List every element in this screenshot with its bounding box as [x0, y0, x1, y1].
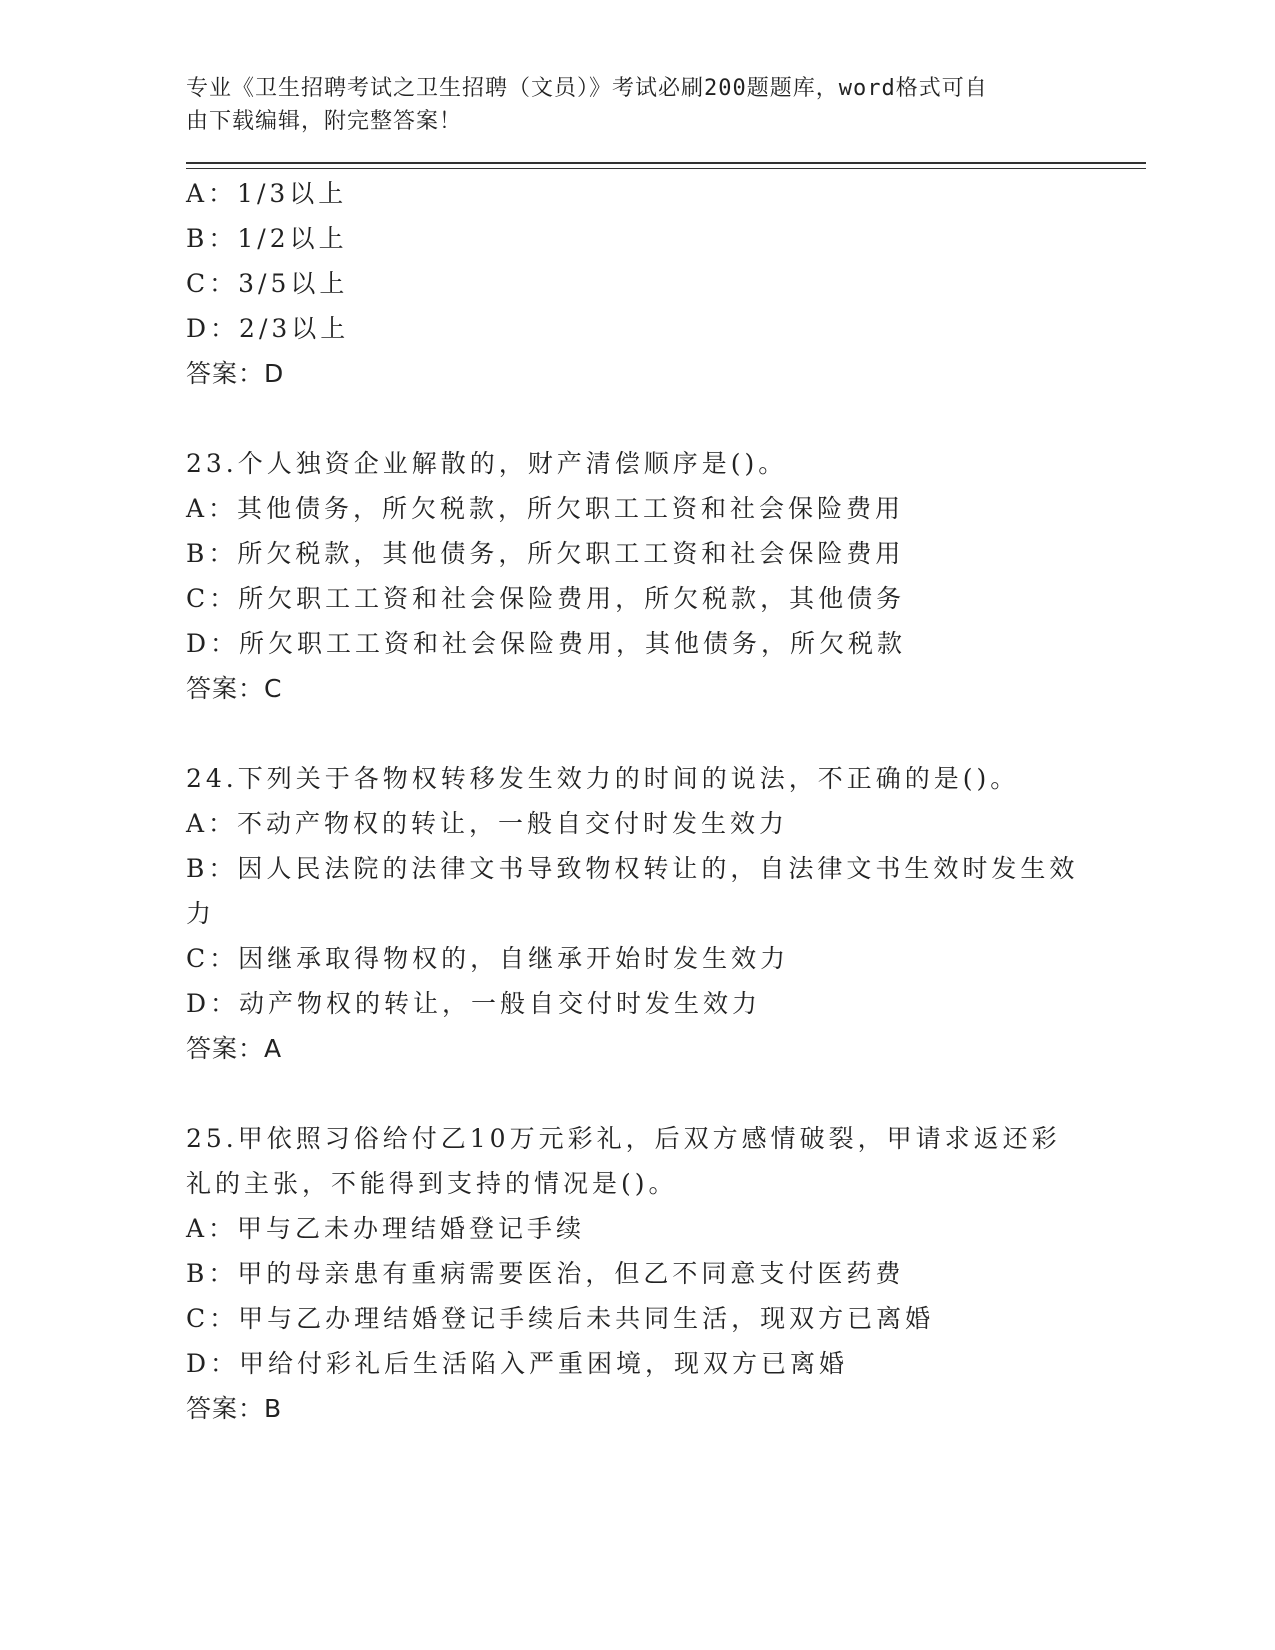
question-text: 24.下列关于各物权转移发生效力的时间的说法，不正确的是()。: [186, 764, 1020, 793]
option-b: B：所欠税款，其他债务，所欠职工工资和社会保险费用: [186, 539, 905, 568]
answer: 答案：C: [186, 674, 283, 703]
question-25: [186, 1116, 1086, 1431]
option-b: B：1/2以上: [186, 224, 348, 253]
option-c: C：因继承取得物权的，自继承开始时发生效力: [186, 944, 790, 973]
header-divider: [186, 162, 1146, 169]
option-b-continued: 力: [186, 899, 216, 928]
answer: 答案：A: [186, 1034, 283, 1063]
option-d: D：动产物权的转让，一般自交付时发生效力: [186, 989, 762, 1018]
option-d: D：所欠职工工资和社会保险费用，其他债务，所欠税款: [186, 629, 907, 658]
option-d: D：甲给付彩礼后生活陷入严重困境，现双方已离婚: [186, 1349, 849, 1378]
option-c: C：所欠职工工资和社会保险费用，所欠税款，其他债务: [186, 584, 906, 613]
option-a: A：1/3以上: [186, 179, 348, 208]
question-23: [186, 441, 1086, 711]
question-text: 23.个人独资企业解散的，财产清偿顺序是()。: [186, 449, 788, 478]
option-c: C：甲与乙办理结婚登记手续后未共同生活，现双方已离婚: [186, 1304, 935, 1333]
option-b: B：因人民法院的法律文书导致物权转让的，自法律文书生效时发生效: [186, 854, 1079, 883]
header-line-1: 专业《卫生招聘考试之卫生招聘（文员）》考试必刷200题题库，word格式可自: [186, 76, 988, 101]
question-24: [186, 756, 1086, 1071]
document-page: [186, 72, 1086, 1431]
header-line-2: 由下载编辑，附完整答案！: [186, 109, 463, 134]
answer: 答案：B: [186, 1394, 283, 1423]
option-a: A：其他债务，所欠税款，所欠职工工资和社会保险费用: [186, 494, 905, 523]
option-b: B：甲的母亲患有重病需要医治，但乙不同意支付医药费: [186, 1259, 905, 1288]
question-22-tail: [186, 171, 1086, 396]
option-a: A：不动产物权的转让，一般自交付时发生效力: [186, 809, 789, 838]
answer: 答案：D: [186, 359, 285, 388]
document-header: [186, 72, 1086, 138]
question-text-line-2: 礼的主张，不能得到支持的情况是()。: [186, 1169, 678, 1198]
option-a: A：甲与乙未办理结婚登记手续: [186, 1214, 586, 1243]
option-d: D：2/3以上: [186, 314, 350, 343]
option-c: C：3/5以上: [186, 269, 349, 298]
question-text-line-1: 25.甲依照习俗给付乙10万元彩礼，后双方感情破裂，甲请求返还彩: [186, 1124, 1061, 1153]
